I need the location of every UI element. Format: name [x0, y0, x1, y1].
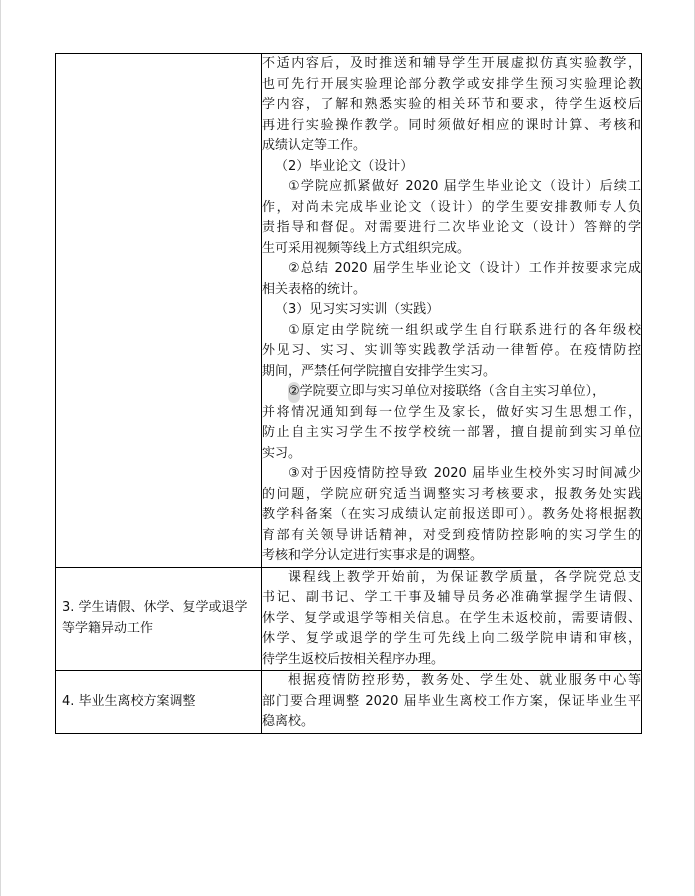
- row-label-cell: [56, 567, 262, 671]
- text-line: 不适内容后，及时推送和辅导学生开展虚拟仿真实验教学，: [262, 56, 641, 71]
- section-heading: （2）毕业论文（设计）: [275, 158, 414, 174]
- table-row: [56, 671, 642, 734]
- text-line: 学内容，了解和熟悉实验的相关环节和要求，待学生返校后: [262, 97, 641, 112]
- text-line: 书记、副书记、学工干事及辅导员务必准确掌握学生请假、: [262, 590, 641, 605]
- row-label-line: 3. 学生请假、休学、复学或退学: [62, 600, 248, 616]
- text-line: 成绩认定等工作。: [262, 138, 367, 153]
- row-label: [56, 692, 261, 713]
- text-line: 育部有关领导讲话精神，对受到疫情防控影响的实习学生的: [262, 527, 641, 543]
- row-content-cell: [262, 567, 642, 671]
- row-label-line: 4. 毕业生离校方案调整: [62, 693, 196, 709]
- text-line: 责指导和督促。对需要进行二次毕业论文（设计）答辩的学: [262, 220, 641, 235]
- text-line: 休学、复学或退学等相关信息。在学生未返校前，需要请假、: [262, 610, 641, 626]
- text-line: 也可先行开展实验理论部分教学或安排学生预习实验理论教: [262, 76, 641, 92]
- row-content-cell: [262, 671, 642, 734]
- text-line: 待学生返校后按相关程序办理。: [262, 651, 445, 667]
- text-line: ①原定由学院统一组织或学生自行联系进行的各年级校: [288, 322, 641, 338]
- text-line: 生可采用视频等线上方式组织完成。: [262, 240, 471, 256]
- text-line: 实习。: [262, 445, 302, 461]
- text-line: 休学、复学或退学的学生可先线上向二级学院申请和审核，: [262, 631, 641, 646]
- text-line: [262, 382, 641, 403]
- text-line: 再进行实验操作教学。同时须做好相应的课时计算、考核和: [262, 117, 641, 133]
- text-line: 期间，严禁任何学院擅自安排学生实习。: [262, 363, 497, 379]
- text-line: ②总结 2020 届学生毕业论文（设计）工作并按要求完成: [288, 261, 641, 276]
- text-line: ③对于因疫情防控导致 2020 届毕业生校外实习时间减少: [288, 466, 641, 481]
- text-line: 的问题，学院应研究适当调整实习考核要求，报教务处实践: [262, 486, 641, 502]
- table-row: [56, 567, 642, 671]
- section-heading: （3）见习实习实训（实践）: [275, 302, 440, 317]
- policy-table: [55, 53, 642, 734]
- text-line: 作，对尚未完成毕业论文（设计）的学生要安排教师专人负: [262, 199, 641, 215]
- row-label: [56, 598, 261, 639]
- text-line: 考核和学分认定进行实事求是的调整。: [262, 548, 484, 563]
- text-line: 相关表格的统计。: [262, 281, 367, 297]
- text-line: 部门要合理调整 2020 届毕业生离校工作方案，保证毕业生平: [262, 693, 641, 709]
- row-label-line: 等学籍异动工作: [62, 620, 154, 636]
- text-line: 稳离校。: [262, 714, 315, 729]
- text-line: 教学科备案（在实习成绩认定前报送即可）。教务处将根据教: [262, 507, 641, 522]
- row-content-cell: [262, 54, 642, 568]
- text-line-rest: 学院要立即与实习单位对接联络（含自主实习单位），: [299, 384, 606, 399]
- text-line: ①学院应抓紧做好 2020 届学生毕业论文（设计）后续工: [288, 179, 641, 194]
- text-line: 外见习、实习、实训等实践教学活动一律暂停。在疫情防控: [262, 343, 641, 358]
- highlighted-number: ②: [288, 382, 300, 403]
- row-label-cell: [56, 54, 262, 568]
- text-line: 根据疫情防控形势，教务处、学生处、就业服务中心等: [288, 673, 641, 688]
- text-line: 课程线上教学开始前，为保证教学质量，各学院党总支: [288, 569, 641, 585]
- text-line: 并将情况通知到每一位学生及家长，做好实习生思想工作，: [262, 404, 641, 420]
- text-line: 防止自主实习学生不按学校统一部署，擅自提前到实习单位: [262, 425, 641, 440]
- row-label-cell: [56, 671, 262, 734]
- table-row: [56, 54, 642, 568]
